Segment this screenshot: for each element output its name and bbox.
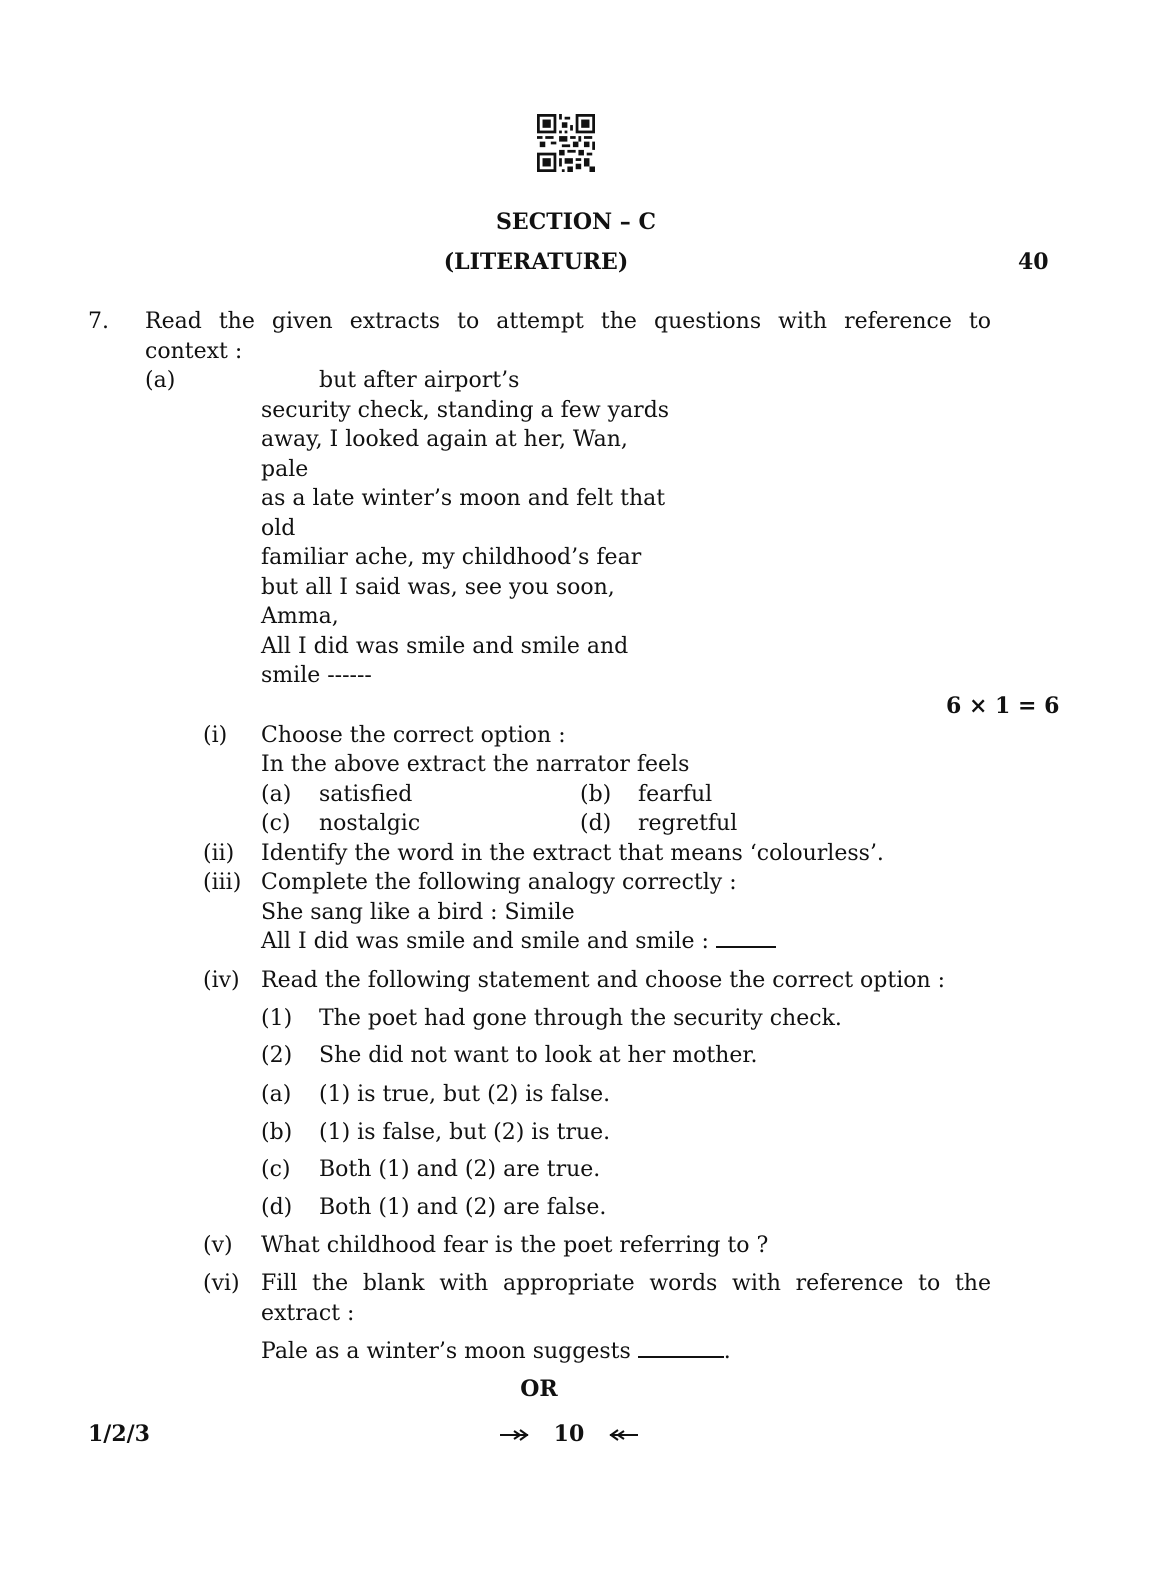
extract-line: old [261,516,296,541]
ornament-right-icon [600,1428,638,1442]
subq-iii-label: (iii) [203,870,242,895]
analogy-example: She sang like a bird : Simile [261,900,575,925]
subq-i-label: (i) [203,723,228,748]
option-text: fearful [638,782,713,807]
fill-blank-line [261,1337,731,1367]
answer-blank [716,945,776,948]
option-label: (d) [261,1195,293,1220]
subq-iv-label: (iv) [203,968,240,993]
extract-line: security check, standing a few yards [261,398,670,423]
option-label: (a) [261,1082,292,1107]
option-label: (a) [261,782,292,807]
extract-line: as a late winter’s moon and felt that [261,486,666,511]
answer-blank [638,1355,724,1358]
analogy-question [261,927,776,957]
fill-blank-period: . [723,1339,731,1364]
subq-vi-text-cont: extract : [261,1301,355,1326]
extract-line: away, I looked again at her, Wan, [261,427,628,452]
subq-vi-text: Fill the blank with appropriate words with reference to the [261,1271,991,1296]
option-label: (c) [261,811,291,836]
fill-blank-text: Pale as a winter’s moon suggests [261,1339,631,1364]
option-text: nostalgic [319,811,421,836]
subq-v-text: What childhood fear is the poet referring to ? [261,1233,769,1258]
extract-line: Amma, [261,604,339,629]
subq-i-stem: In the above extract the narrator feels [261,752,690,777]
option-text: Both (1) and (2) are false. [319,1195,607,1220]
section-marks: 40 [1018,249,1049,275]
option-text: (1) is false, but (2) is true. [319,1120,611,1145]
subq-iii-text: Complete the following analogy correctly : [261,870,737,895]
statement-label: (2) [261,1043,293,1068]
option-label: (d) [580,811,612,836]
extract-line: smile ------ [261,663,372,688]
or-divider: OR [520,1376,558,1402]
question-instruction: Read the given extracts to attempt the questions with reference to [145,309,991,334]
extract-line: familiar ache, my childhood’s fear [261,545,642,570]
section-title: SECTION – C [496,209,656,235]
paper-code: 1/2/3 [88,1421,150,1447]
statement-text: The poet had gone through the security check. [319,1006,842,1031]
subq-i-text: Choose the correct option : [261,723,566,748]
subq-vi-label: (vi) [203,1271,240,1296]
option-text: (1) is true, but (2) is false. [319,1082,611,1107]
statement-text: She did not want to look at her mother. [319,1043,758,1068]
subq-ii-text: Identify the word in the extract that means ‘colourless’. [261,841,884,866]
subq-ii-label: (ii) [203,841,235,866]
subq-iv-text: Read the following statement and choose the correct option : [261,968,946,993]
page-footer [500,1419,638,1449]
option-label: (b) [580,782,612,807]
section-subtitle: (LITERATURE) [443,249,629,275]
question-instruction-cont: context : [145,339,243,364]
extract-line: but after airport’s [319,368,520,393]
analogy-question-text: All I did was smile and smile and smile : [261,929,709,954]
option-label: (b) [261,1120,293,1145]
option-text: Both (1) and (2) are true. [319,1157,601,1182]
qr-code [537,114,595,172]
option-label: (c) [261,1157,291,1182]
extract-line: pale [261,457,309,482]
option-text: regretful [638,811,738,836]
extract-line: All I did was smile and smile and [261,634,629,659]
option-text: satisfied [319,782,413,807]
marks-scheme: 6 × 1 = 6 [946,693,1060,719]
question-number: 7. [88,309,109,334]
ornament-left-icon [500,1428,538,1442]
statement-label: (1) [261,1006,293,1031]
subq-v-label: (v) [203,1233,233,1258]
part-label: (a) [145,368,176,393]
page-number: 10 [553,1421,585,1447]
extract-line: but all I said was, see you soon, [261,575,615,600]
